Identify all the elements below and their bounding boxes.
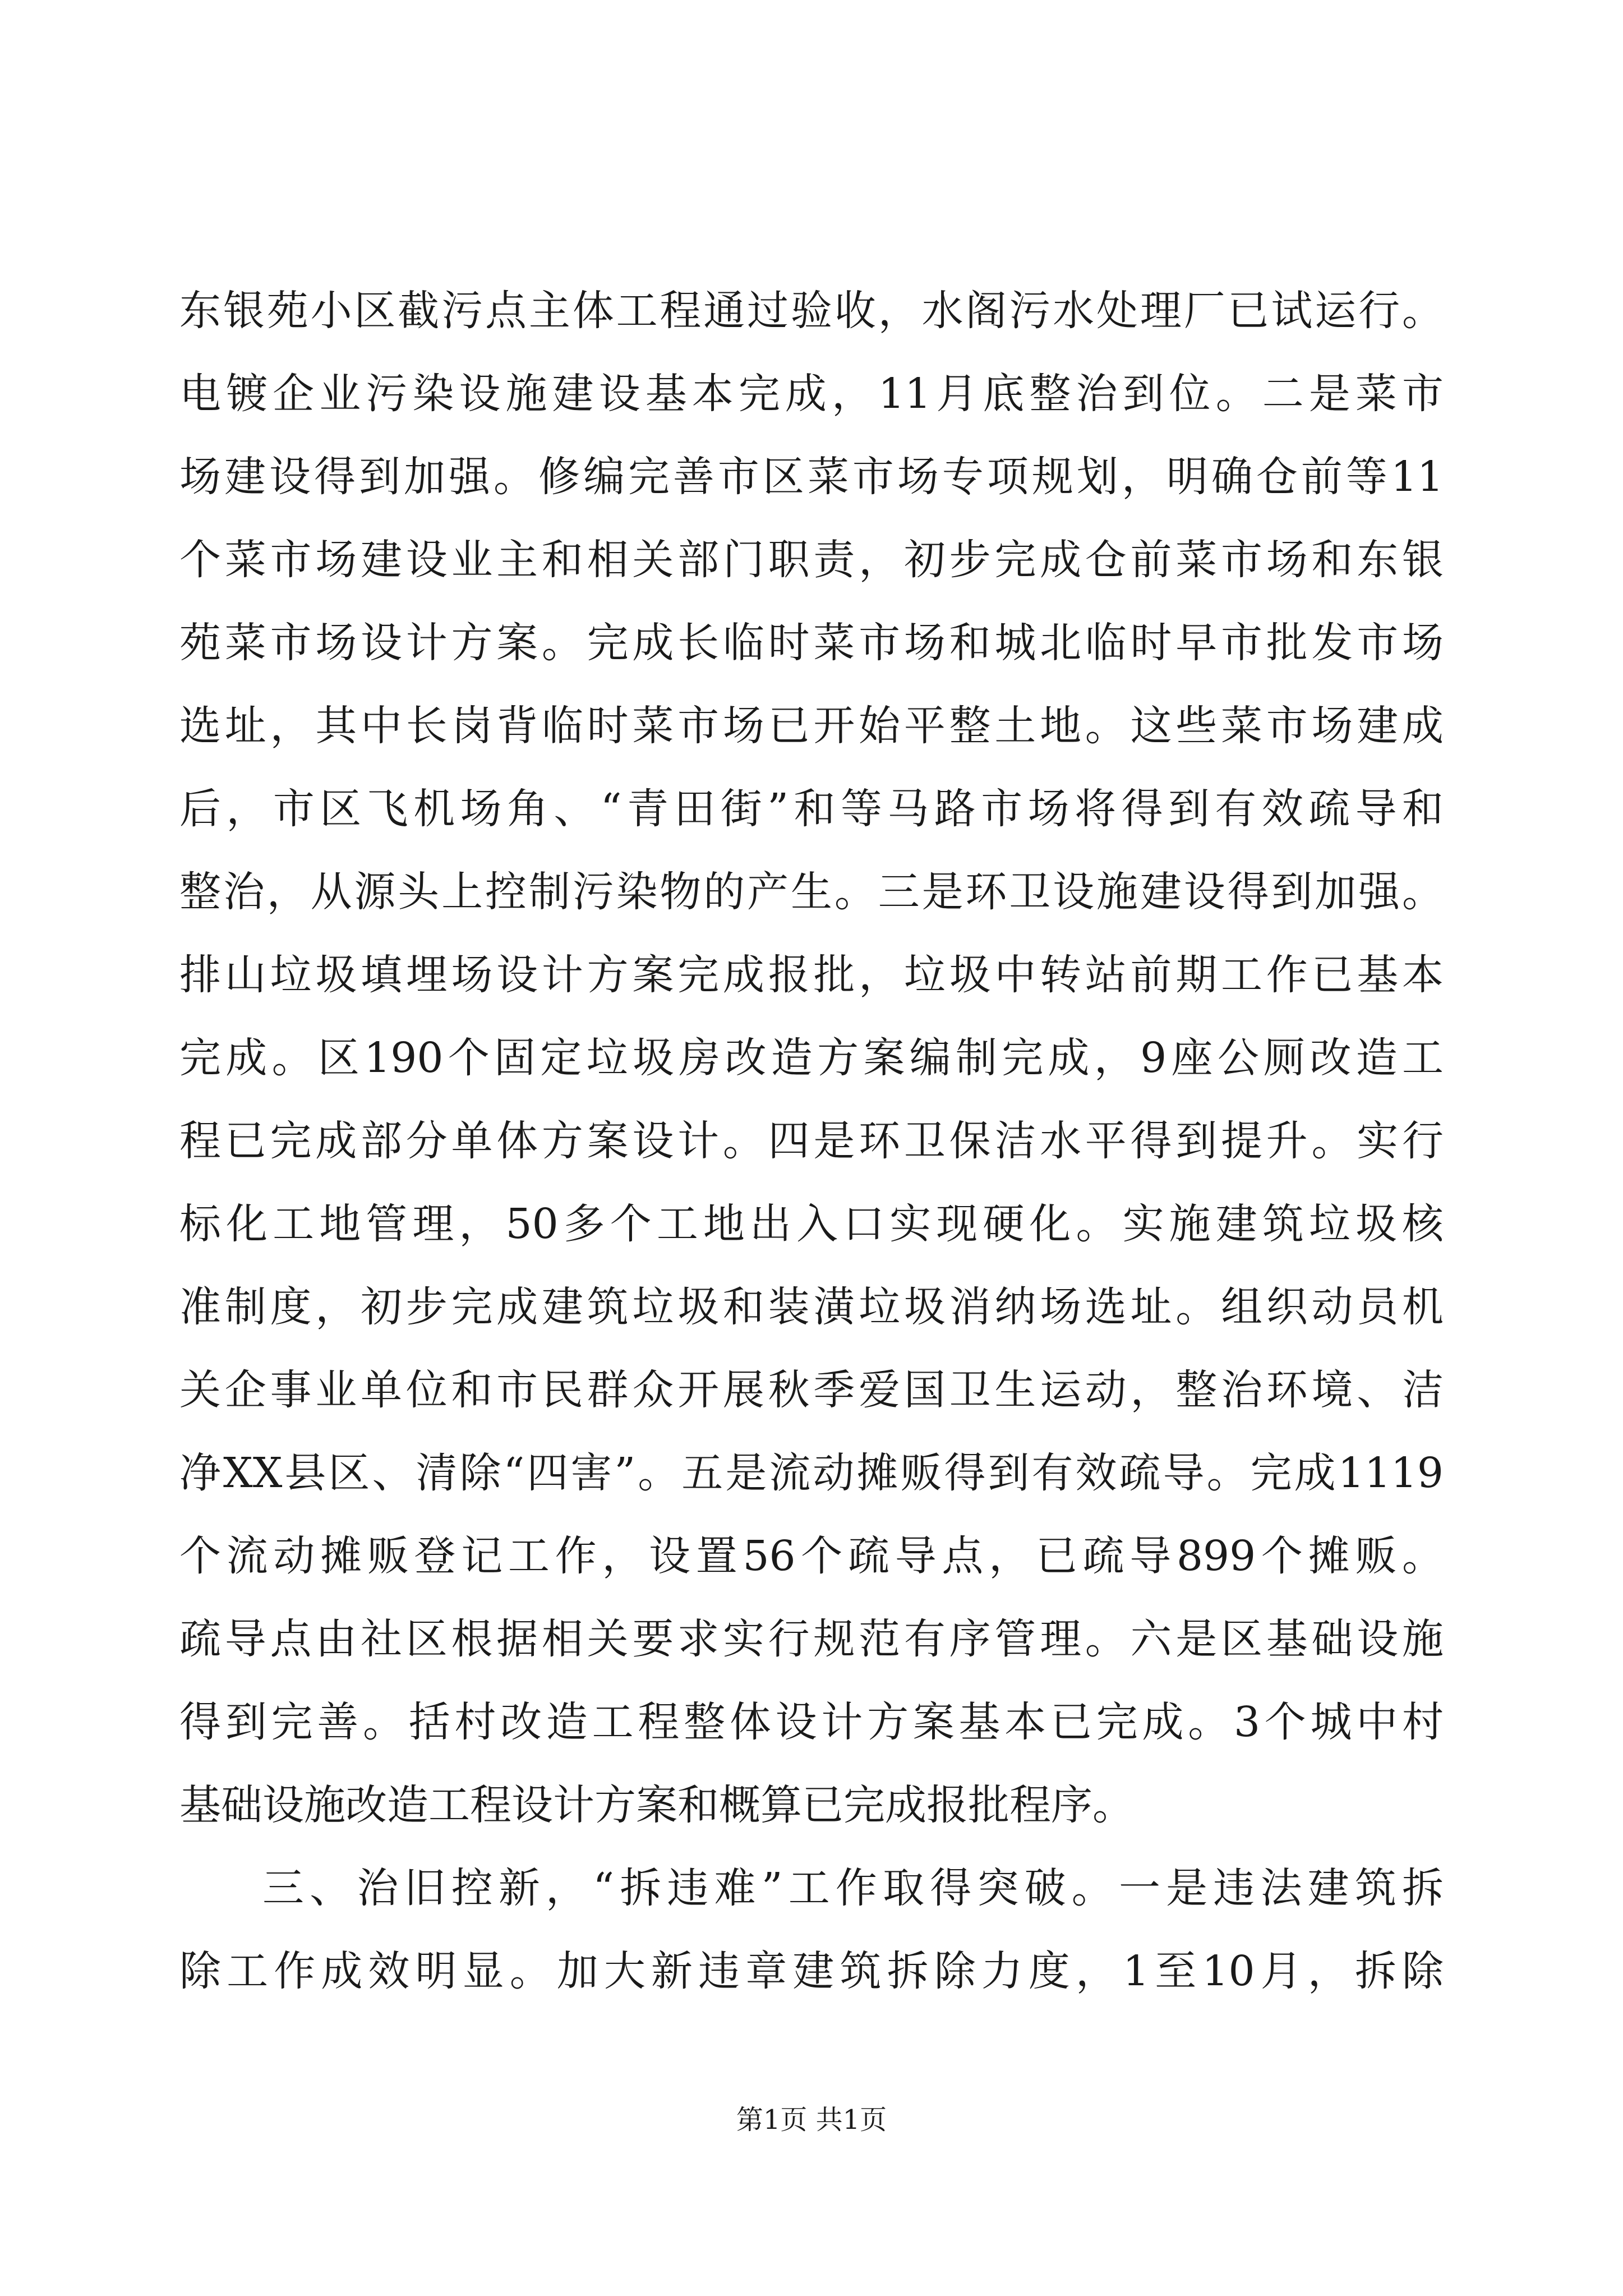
- text-line: 苑菜市场设计方案。完成长临时菜市场和城北临时早市批发市场: [179, 619, 1444, 667]
- text-line: 完成。区190个固定垃圾房改造方案编制完成，9座公厕改造工: [179, 1034, 1444, 1082]
- text-line: 疏导点由社区根据相关要求实行规范有序管理。六是区基础设施: [179, 1615, 1444, 1663]
- text-line: 个菜市场建设业主和相关部门职责，初步完成仓前菜市场和东银: [179, 536, 1444, 584]
- text-line: 后，市区飞机场角、“青田街”和等马路市场将得到有效疏导和: [179, 785, 1444, 833]
- text-line: 电镀企业污染设施建设基本完成，11月底整治到位。二是菜市: [179, 370, 1444, 418]
- text-line: 基础设施改造工程设计方案和概算已完成报批程序。: [179, 1781, 1134, 1829]
- body-text: [179, 269, 1444, 2013]
- text-line: 整治，从源头上控制污染物的产生。三是环卫设施建设得到加强。: [179, 868, 1444, 916]
- text-line: 排山垃圾填埋场设计方案完成报批，垃圾中转站前期工作已基本: [179, 951, 1444, 999]
- text-line: 除工作成效明显。加大新违章建筑拆除力度，1至10月，拆除: [179, 1947, 1444, 1995]
- page-number-footer: 第1页 共1页: [736, 2104, 887, 2136]
- text-line: 程已完成部分单体方案设计。四是环卫保洁水平得到提升。实行: [179, 1117, 1444, 1165]
- text-line: 三、治旧控新，“拆违难”工作取得突破。一是违法建筑拆: [262, 1864, 1444, 1912]
- text-line: 得到完善。括村改造工程整体设计方案基本已完成。3个城中村: [179, 1698, 1444, 1746]
- text-line: 场建设得到加强。修编完善市区菜市场专项规划，明确仓前等11: [179, 453, 1444, 501]
- text-line: 个流动摊贩登记工作，设置56个疏导点，已疏导899个摊贩。: [179, 1532, 1444, 1580]
- text-line: 标化工地管理，50多个工地出入口实现硬化。实施建筑垃圾核: [179, 1200, 1444, 1248]
- text-line: 净XX县区、清除“四害”。五是流动摊贩得到有效疏导。完成1119: [179, 1449, 1444, 1497]
- text-line: 准制度，初步完成建筑垃圾和装潢垃圾消纳场选址。组织动员机: [179, 1283, 1444, 1331]
- text-line: 东银苑小区截污点主体工程通过验收，水阁污水处理厂已试运行。: [179, 287, 1444, 335]
- text-line: 关企事业单位和市民群众开展秋季爱国卫生运动，整治环境、洁: [179, 1366, 1444, 1414]
- text-line: 选址，其中长岗背临时菜市场已开始平整土地。这些菜市场建成: [179, 702, 1444, 750]
